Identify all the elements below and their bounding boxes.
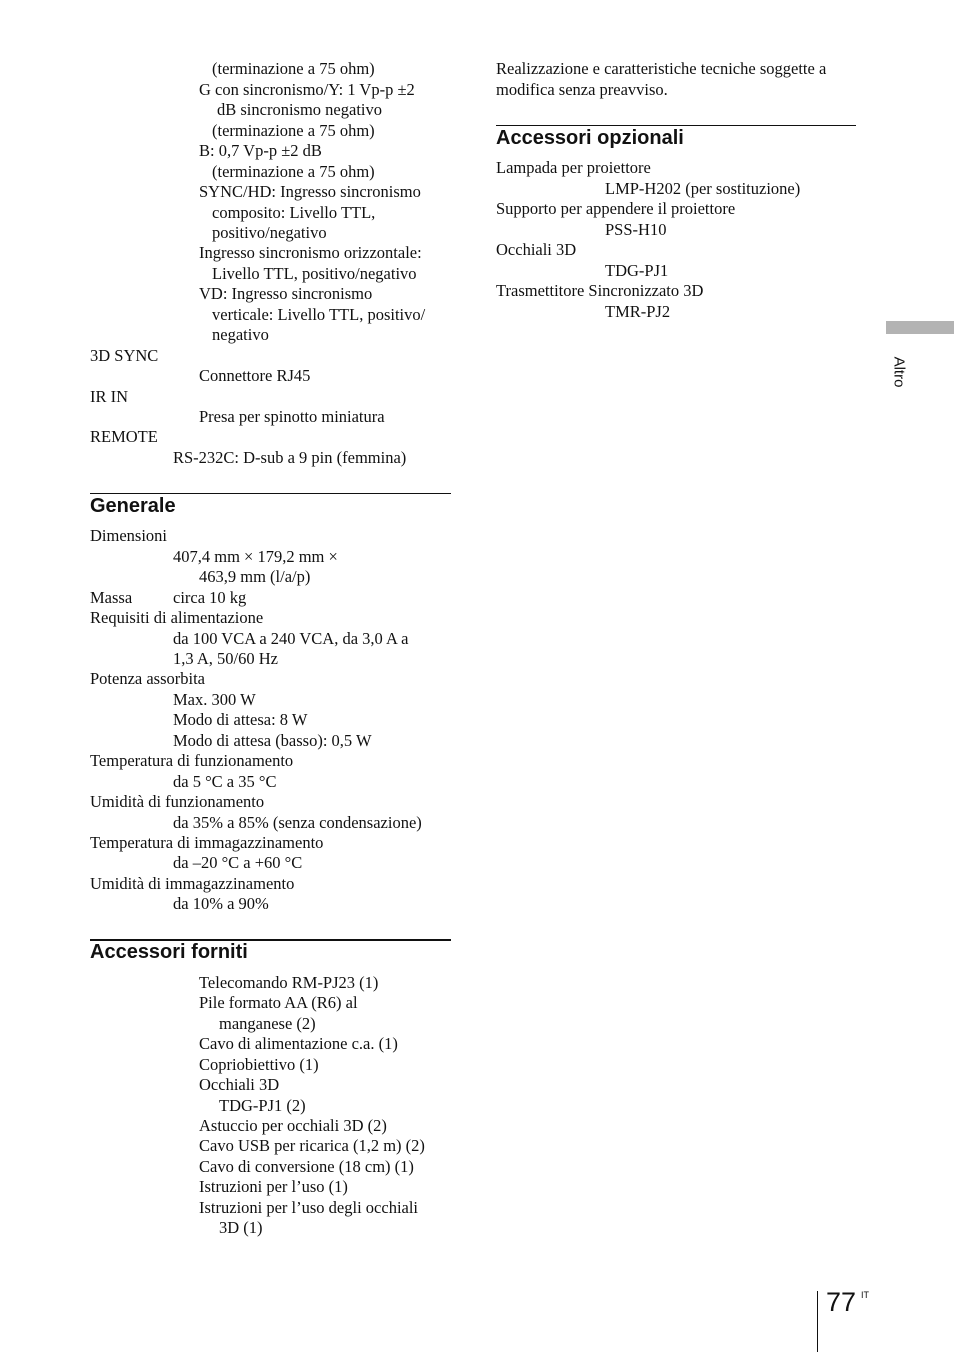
section-heading-generale: Generale bbox=[90, 495, 176, 517]
spec-label: Occhiali 3D bbox=[496, 240, 577, 259]
spec-label: Dimensioni bbox=[90, 526, 167, 545]
spec-value: TMR-PJ2 bbox=[605, 302, 671, 321]
spec-value: Modo di attesa: 8 W bbox=[173, 710, 308, 729]
spec-label: Trasmettitore Sincronizzato 3D bbox=[496, 281, 704, 300]
spec-line: Livello TTL, positivo/negativo bbox=[212, 264, 417, 283]
spec-label: Temperatura di immagazzinamento bbox=[90, 833, 324, 852]
list-item: Cavo di conversione (18 cm) (1) bbox=[199, 1157, 414, 1176]
spec-line: Ingresso sincronismo orizzontale: bbox=[199, 243, 422, 262]
spec-value: Max. 300 W bbox=[173, 690, 256, 709]
spec-label: Umidità di immagazzinamento bbox=[90, 874, 295, 893]
spec-value: da 5 °C a 35 °C bbox=[173, 772, 277, 791]
spec-value: Modo di attesa (basso): 0,5 W bbox=[173, 731, 372, 750]
page-language: IT bbox=[861, 1290, 869, 1300]
list-item: Telecomando RM-PJ23 (1) bbox=[199, 973, 379, 992]
section-tab-label: Altro bbox=[890, 356, 908, 388]
spec-value-3d-sync: Connettore RJ45 bbox=[199, 366, 311, 385]
list-item: TDG-PJ1 (2) bbox=[219, 1096, 306, 1115]
spec-line: (terminazione a 75 ohm) bbox=[212, 162, 375, 181]
spec-label: Massa bbox=[90, 588, 133, 607]
section-tab bbox=[886, 321, 954, 334]
spec-label: Temperatura di funzionamento bbox=[90, 751, 294, 770]
spec-line: (terminazione a 75 ohm) bbox=[212, 59, 375, 78]
spec-label: Umidità di funzionamento bbox=[90, 792, 265, 811]
page-number: 77 bbox=[826, 1287, 857, 1317]
spec-value: da 35% a 85% (senza condensazione) bbox=[173, 813, 422, 832]
spec-line: negativo bbox=[212, 325, 269, 344]
list-item: Pile formato AA (R6) al bbox=[199, 993, 358, 1012]
spec-label-3d-sync: 3D SYNC bbox=[90, 346, 159, 365]
section-heading-forniti: Accessori forniti bbox=[90, 941, 248, 963]
list-item: Cavo USB per ricarica (1,2 m) (2) bbox=[199, 1136, 425, 1155]
section-heading-opzionali: Accessori opzionali bbox=[496, 127, 684, 149]
spec-value-remote: RS-232C: D-sub a 9 pin (femmina) bbox=[173, 448, 407, 467]
spec-value: TDG-PJ1 bbox=[605, 261, 669, 280]
list-item: manganese (2) bbox=[219, 1014, 316, 1033]
spec-value-ir-in: Presa per spinotto miniatura bbox=[199, 407, 385, 426]
page-number-divider bbox=[817, 1291, 818, 1352]
list-item: Astuccio per occhiali 3D (2) bbox=[199, 1116, 387, 1135]
spec-line: positivo/negativo bbox=[212, 223, 327, 242]
spec-value: circa 10 kg bbox=[173, 588, 247, 607]
spec-label: Potenza assorbita bbox=[90, 669, 206, 688]
spec-label: Requisiti di alimentazione bbox=[90, 608, 264, 627]
note-text: modifica senza preavviso. bbox=[496, 80, 668, 99]
list-item: Occhiali 3D bbox=[199, 1075, 280, 1094]
spec-line: dB sincronismo negativo bbox=[217, 100, 382, 119]
spec-line: verticale: Livello TTL, positivo/ bbox=[212, 305, 426, 324]
spec-line: (terminazione a 75 ohm) bbox=[212, 121, 375, 140]
list-item: Istruzioni per l’uso (1) bbox=[199, 1177, 348, 1196]
list-item: Copriobiettivo (1) bbox=[199, 1055, 319, 1074]
spec-line: G con sincronismo/Y: 1 Vp-p ±2 bbox=[199, 80, 415, 99]
spec-line: composito: Livello TTL, bbox=[212, 203, 376, 222]
spec-label-ir-in: IR IN bbox=[90, 387, 129, 406]
list-item: Cavo di alimentazione c.a. (1) bbox=[199, 1034, 398, 1053]
spec-label: Supporto per appendere il proiettore bbox=[496, 199, 736, 218]
spec-value: 1,3 A, 50/60 Hz bbox=[173, 649, 278, 668]
spec-value: da 100 VCA a 240 VCA, da 3,0 A a bbox=[173, 629, 409, 648]
spec-value: da 10% a 90% bbox=[173, 894, 269, 913]
spec-line: B: 0,7 Vp-p ±2 dB bbox=[199, 141, 322, 160]
spec-value: 407,4 mm × 179,2 mm × bbox=[173, 547, 338, 566]
list-item: Istruzioni per l’uso degli occhiali bbox=[199, 1198, 419, 1217]
spec-label-remote: REMOTE bbox=[90, 427, 158, 446]
spec-label: Lampada per proiettore bbox=[496, 158, 651, 177]
spec-line: VD: Ingresso sincronismo bbox=[199, 284, 373, 303]
spec-line: SYNC/HD: Ingresso sincronismo bbox=[199, 182, 421, 201]
spec-value: 463,9 mm (l/a/p) bbox=[199, 567, 311, 586]
list-item: 3D (1) bbox=[219, 1218, 263, 1237]
spec-value: da –20 °C a +60 °C bbox=[173, 853, 303, 872]
spec-value: PSS-H10 bbox=[605, 220, 667, 239]
note-text: Realizzazione e caratteristiche tecniche soggette a bbox=[496, 59, 827, 78]
spec-value: LMP-H202 (per sostituzione) bbox=[605, 179, 801, 198]
